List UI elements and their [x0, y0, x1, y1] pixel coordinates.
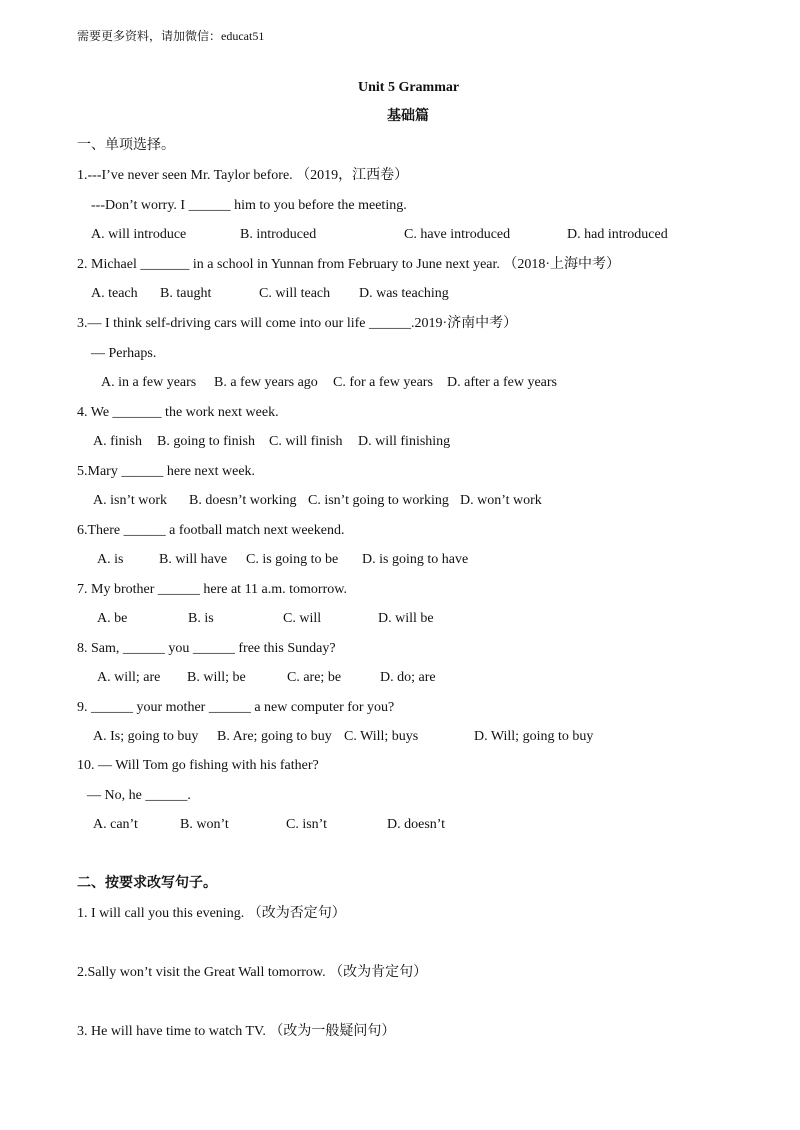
section1-heading: 一、单项选择。: [77, 138, 175, 153]
question-1-option-b: B. introduced: [240, 227, 317, 242]
question-9-stem: 9. ______ your mother ______ a new computer for you?: [77, 700, 395, 715]
question-10-option-b: B. won’t: [180, 817, 229, 832]
question-7-option-a: A. be: [97, 611, 128, 626]
header-note: 需要更多资料，请加微信：educat51: [77, 29, 265, 43]
rewrite-item-2: 2.Sally won’t visit the Great Wall tomorrow. （改为肯定句）: [77, 965, 428, 980]
question-3-option-b: B. a few years ago: [214, 375, 318, 390]
question-7-option-b: B. is: [188, 611, 214, 626]
question-5-option-b: B. doesn’t working: [189, 493, 297, 508]
question-5-option-c: C. isn’t going to working: [308, 493, 449, 508]
question-10-option-a: A. can’t: [93, 817, 138, 832]
question-3-stem2: — Perhaps.: [91, 346, 157, 361]
question-4-stem: 4. We _______ the work next week.: [77, 405, 279, 420]
question-1-option-d: D. had introduced: [567, 227, 668, 242]
question-2-option-c: C. will teach: [259, 286, 331, 301]
question-5-option-d: D. won’t work: [460, 493, 542, 508]
question-6-option-c: C. is going to be: [246, 552, 339, 567]
question-10-stem: 10. — Will Tom go fishing with his father?: [77, 758, 319, 773]
question-3-stem: 3.— I think self-driving cars will come into our life ______.2019·济南中考）: [77, 316, 518, 331]
question-10-option-c: C. isn’t: [286, 817, 327, 832]
question-9-option-a: A. Is; going to buy: [93, 729, 199, 744]
question-9-option-c: C. Will; buys: [344, 729, 419, 744]
question-3-option-d: D. after a few years: [447, 375, 557, 390]
question-2-option-b: B. taught: [160, 286, 212, 301]
question-4-option-a: A. finish: [93, 434, 142, 449]
question-2-stem: 2. Michael _______ in a school in Yunnan from February to June next year. （2018·上海中考）: [77, 257, 621, 272]
question-6-option-d: D. is going to have: [362, 552, 469, 567]
question-9-option-d: D. Will; going to buy: [474, 729, 594, 744]
question-1-option-c: C. have introduced: [404, 227, 511, 242]
question-4-option-b: B. going to finish: [157, 434, 256, 449]
question-1-option-a: A. will introduce: [91, 227, 187, 242]
question-4-option-c: C. will finish: [269, 434, 343, 449]
question-1-stem2: ---Don’t worry. I ______ him to you before the meeting.: [91, 198, 407, 213]
question-7-option-d: D. will be: [378, 611, 434, 626]
question-7-option-c: C. will: [283, 611, 322, 626]
question-8-option-a: A. will; are: [97, 670, 161, 685]
rewrite-item-1: 1. I will call you this evening. （改为否定句）: [77, 906, 346, 921]
page-subtitle: 基础篇: [387, 109, 429, 124]
question-10-stem2: — No, he ______.: [87, 788, 191, 803]
question-9-option-b: B. Are; going to buy: [217, 729, 332, 744]
question-8-option-d: D. do; are: [380, 670, 436, 685]
question-8-option-b: B. will; be: [187, 670, 246, 685]
question-6-stem: 6.There ______ a football match next weekend.: [77, 523, 345, 538]
rewrite-item-3: 3. He will have time to watch TV. （改为一般疑问句）: [77, 1024, 396, 1039]
question-3-option-c: C. for a few years: [333, 375, 433, 390]
question-10-option-d: D. doesn’t: [387, 817, 446, 832]
question-2-option-a: A. teach: [91, 286, 138, 301]
question-8-option-c: C. are; be: [287, 670, 342, 685]
page-title: Unit 5 Grammar: [358, 80, 460, 95]
question-6-option-b: B. will have: [159, 552, 228, 567]
question-2-option-d: D. was teaching: [359, 286, 449, 301]
question-4-option-d: D. will finishing: [358, 434, 451, 449]
question-3-option-a: A. in a few years: [101, 375, 197, 390]
section2-heading: 二、按要求改写句子。: [77, 876, 217, 891]
question-5-stem: 5.Mary ______ here next week.: [77, 464, 256, 479]
question-6-option-a: A. is: [97, 552, 124, 567]
question-5-option-a: A. isn’t work: [93, 493, 168, 508]
question-8-stem: 8. Sam, ______ you ______ free this Sunday?: [77, 641, 336, 656]
question-7-stem: 7. My brother ______ here at 11 a.m. tomorrow.: [77, 582, 347, 597]
question-1-stem: 1.---I’ve never seen Mr. Taylor before. （2019，江西卷）: [77, 168, 409, 183]
